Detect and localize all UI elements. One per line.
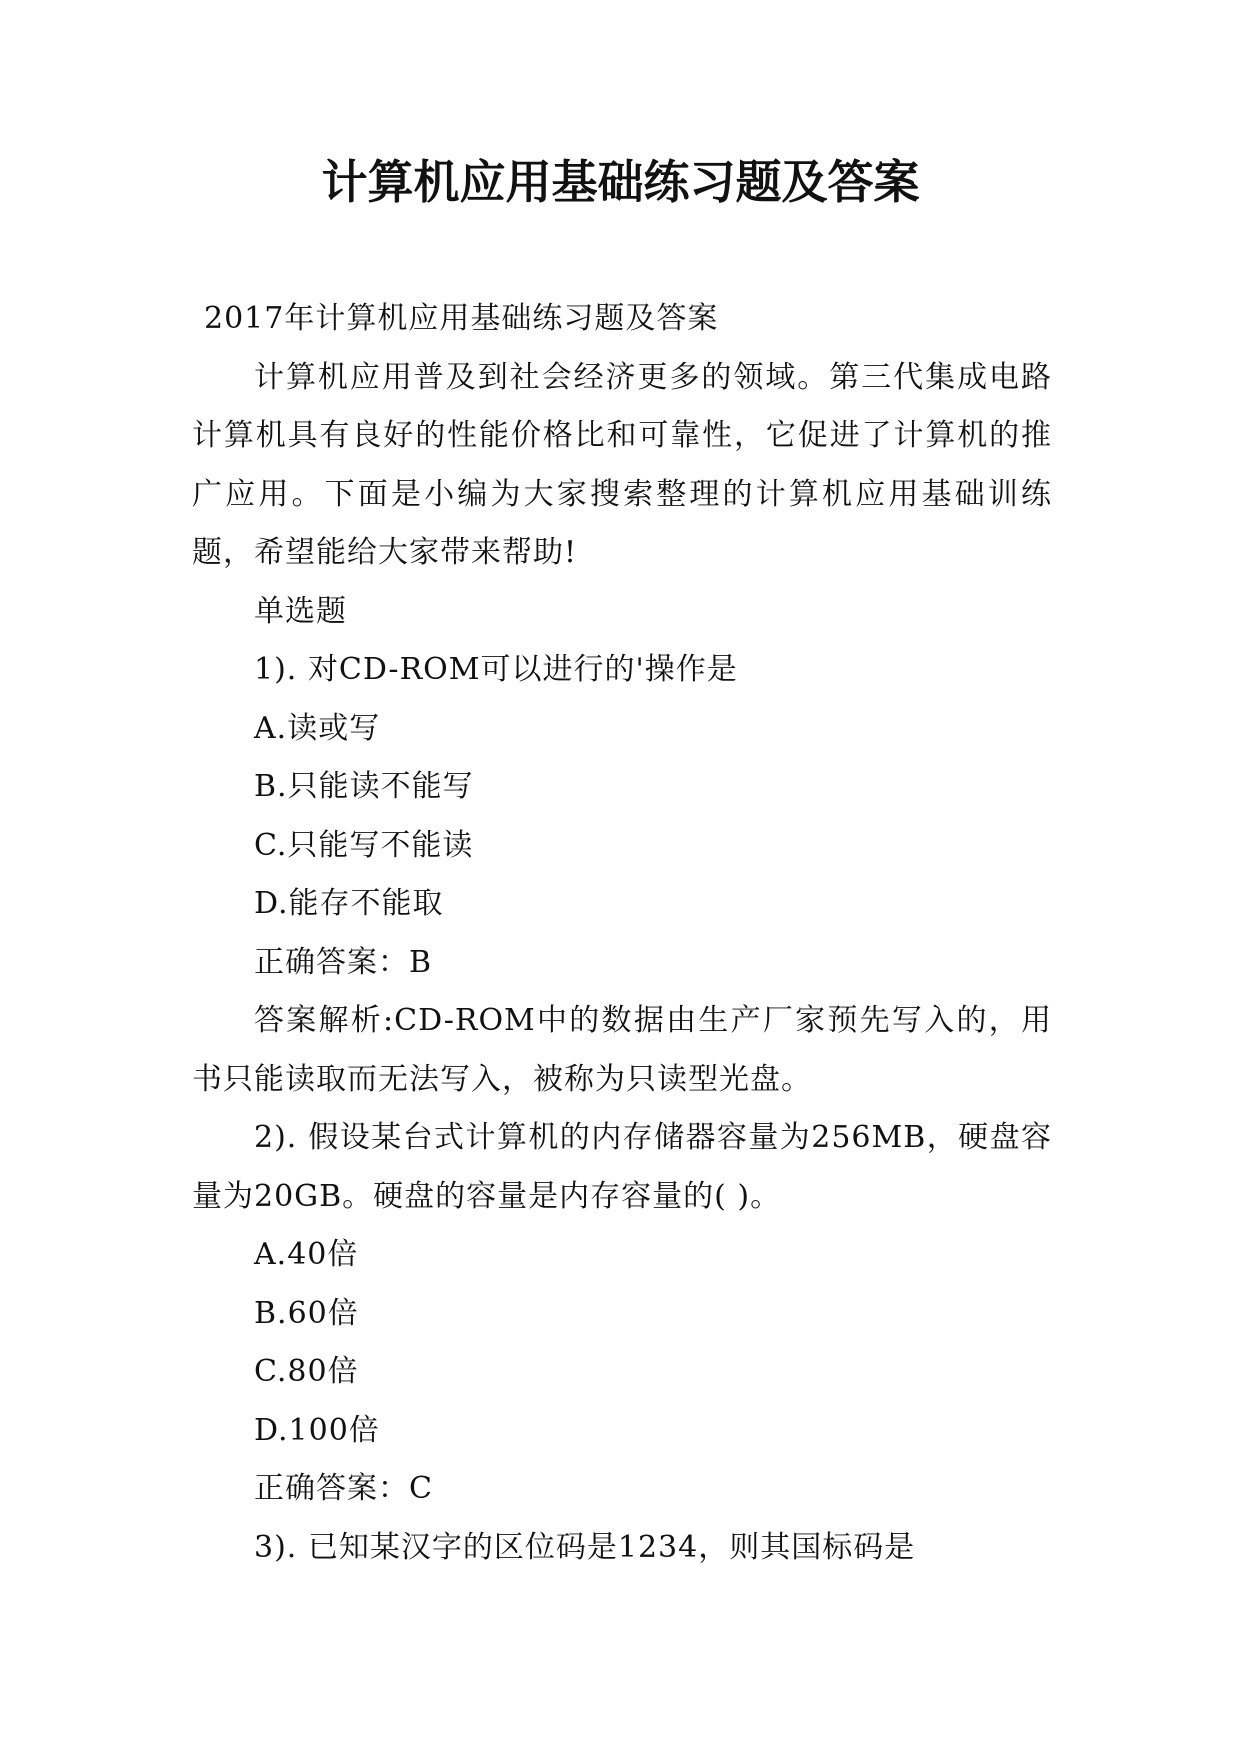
- question-2-option-a: A.40倍: [254, 1237, 359, 1272]
- document-subtitle: 2017年计算机应用基础练习题及答案: [204, 301, 719, 336]
- question-1-explanation: 答案解析:CD-ROM中的数据由生产厂家预先写入的，用书只能读取而无法写入，被称为只读型光盘。: [192, 1003, 1052, 1097]
- question-2: 2). 假设某台式计算机的内存储器容量为256MB，硬盘容量为20GB。硬盘的容量是内存容量的( )。: [192, 1120, 1052, 1214]
- question-2-option-d: D.100倍: [254, 1412, 380, 1448]
- question-1-option-b: B.只能读不能写: [254, 769, 474, 804]
- question-1: 1). 对CD-ROM可以进行的'操作是: [254, 652, 738, 687]
- question-1-option-d: D.能存不能取: [254, 886, 444, 921]
- question-3: 3). 已知某汉字的区位码是1234，则其国标码是: [254, 1529, 916, 1565]
- question-1-option-a: A.读或写: [254, 710, 381, 746]
- question-1-answer: 正确答案：B: [254, 944, 433, 980]
- question-2-option-c: C.80倍: [254, 1354, 359, 1389]
- intro-paragraph: 计算机应用普及到社会经济更多的领域。第三代集成电路计算机具有良好的性能价格比和可靠性，它促进了计算机的推广应用。下面是小编为大家搜索整理的计算机应用基础训练题，希望能给大家带来帮助!: [192, 359, 1052, 570]
- section-heading: 单选题: [254, 593, 347, 629]
- question-2-answer: 正确答案：C: [254, 1471, 433, 1506]
- document-title: 计算机应用基础练习题及答案: [321, 155, 920, 209]
- document-body: [192, 290, 1052, 1577]
- question-1-option-c: C.只能写不能读: [254, 827, 474, 863]
- question-2-option-b: B.60倍: [254, 1295, 359, 1331]
